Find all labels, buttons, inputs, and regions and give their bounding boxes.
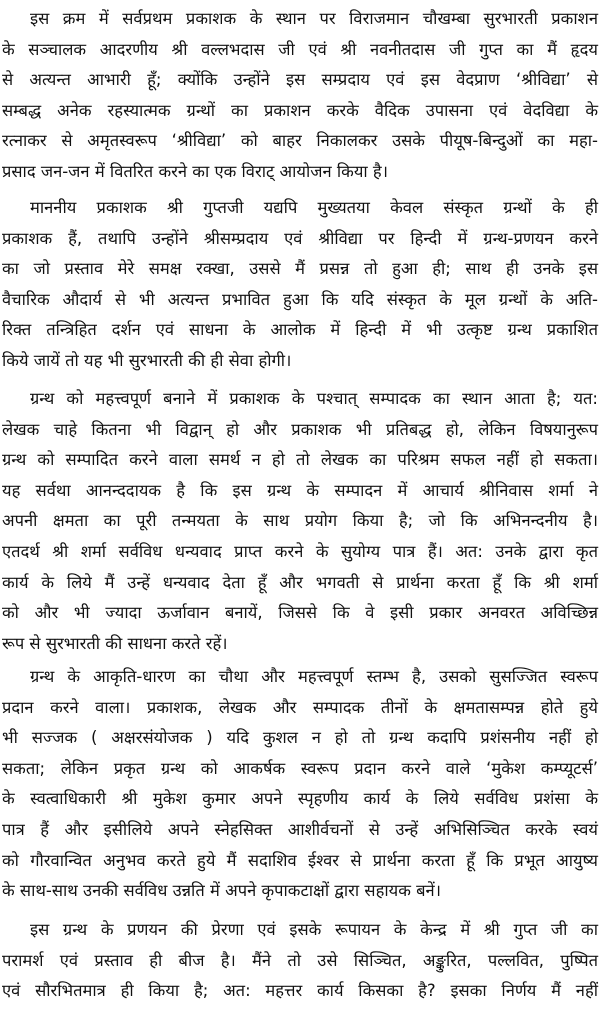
text-line: के स्वत्वाधिकारी श्री मुकेश कुमार अपने स्पृहणीय कार्य के लिये सर्वविध प्रशंसा के	[2, 789, 598, 809]
text-line: सम्बद्ध अनेक रहस्यात्मक ग्रन्थों का प्रकाशन करके वैदिक उपासना एवं वेदविद्या के	[2, 100, 598, 120]
text-line: का जो प्रस्ताव मेरे समक्ष रक्खा, उससे मैं प्रसन्न तो हुआ ही; साथ ही उनके इस	[2, 259, 598, 279]
text-line: के सञ्चालक आदरणीय श्री वल्लभदास जी एवं श्री नवनीतदास जी गुप्त का मैं हृदय	[2, 39, 598, 59]
text-line: को गौरवान्वित अनुभव करते हुये मैं सदाशिव ईश्वर से प्रार्थना करता हूँ कि प्रभूत आयुष्य	[2, 850, 598, 870]
text-line: रिक्त तन्त्रिहित दर्शन एवं साधना के आलोक में हिन्दी में भी उत्कृष्ट ग्रन्थ प्रकाशित	[2, 320, 598, 340]
text-line: इस क्रम में सर्वप्रथम प्रकाशक के स्थान पर विराजमान चौखम्बा सुरभारती प्रकाशन	[30, 9, 598, 28]
text-line: रत्नाकर से अमृतस्वरूप ‘श्रीविद्या’ को बाहर निकालकर उसके पीयूष-बिन्दुओं का महा-	[2, 131, 598, 151]
text-line: प्रकाशक हैं, तथापि उन्होंने श्रीसम्प्रदाय एवं श्रीविद्या पर हिन्दी में ग्रन्थ-प्रणयन करने	[2, 228, 598, 248]
text-line: किये जायें तो यह भी सुरभारती की ही सेवा होगी।	[2, 351, 292, 370]
text-line: सकता; लेकिन प्रकृत ग्रन्थ को आकर्षक स्वरूप प्रदान करने वाले ‘मुकेश कम्प्यूटर्स’	[2, 758, 598, 778]
text-line: कार्य के लिये मैं उन्हें धन्यवाद देता हूँ और भगवती से प्रार्थना करता हूँ कि श्री शर्मा	[2, 572, 598, 592]
text-line: यह सर्वथा आनन्ददायक है कि इस ग्रन्थ के सम्पादन में आचार्य श्रीनिवास शर्मा ने	[2, 480, 598, 500]
text-line: इस ग्रन्थ के प्रणयन की प्रेरणा एवं इसके रूपायन के केन्द्र में श्री गुप्त जी का	[30, 920, 598, 939]
text-line: लेखक चाहे कितना भी विद्वान् हो और प्रकाशक भी प्रतिबद्ध हो, लेकिन विषयानुरूप	[2, 419, 598, 439]
text-line: माननीय प्रकाशक श्री गुप्तजी यद्यपि मुख्यतया केवल संस्कृत ग्रन्थों के ही	[30, 198, 598, 217]
text-line: ग्रन्थ को महत्त्वपूर्ण बनाने में प्रकाशक के पश्चात् सम्पादक का स्थान आता है; यत:	[30, 389, 598, 408]
text-line: ग्रन्थ को सम्पादित करने वाला समर्थ न हो तो लेखक का परिश्रम सफल नहीं हो सकता।	[2, 450, 598, 470]
text-line: प्रदान करने वाला। प्रकाशक, लेखक और सम्पादक तीनों के क्षमतासम्पन्न होते हुये	[2, 697, 598, 717]
text-line: से अत्यन्त आभारी हूँ; क्योंकि उन्होंने इस सम्प्रदाय एवं इस वेदप्राण ‘श्रीविद्या’ से	[2, 70, 598, 90]
text-line: अपनी क्षमता का पूरी तन्मयता के साथ प्रयोग किया है; जो कि अभिनन्दनीय है।	[2, 511, 598, 531]
text-line: प्रसाद जन-जन में वितरित करने का एक विराट् आयोजन किया है।	[2, 162, 388, 181]
text-line: परामर्श एवं प्रस्ताव ही बीज है। मैंने तो उसे सिञ्चित, अङ्कुरित, पल्लवित, पुष्पित	[2, 950, 598, 970]
text-line: के साथ-साथ उनकी सर्वविध उन्नति में अपने कृपाकटाक्षों द्वारा सहायक बनें।	[2, 881, 441, 901]
text-line: ग्रन्थ के आकृति-धारण का चौथा और महत्त्वपूर्ण स्तम्भ है, उसको सुसज्जित स्वरूप	[30, 667, 598, 686]
text-line: वैचारिक औदार्य से भी अत्यन्त प्रभावित हुआ कि यदि संस्कृत के मूल ग्रन्थों के अति-	[2, 289, 598, 309]
text-line: भी सज्जक ( अक्षरसंयोजक ) यदि कुशल न हो तो ग्रन्थ कदापि प्रशंसनीय नहीं हो	[2, 728, 598, 748]
text-line: रूप से सुरभारती की साधना करते रहें।	[2, 633, 228, 653]
text-line: पात्र हैं और इसीलिये अपने स्नेहसिक्त आशीर्वचनों से उन्हें अभिसिञ्चित करके स्वयं	[2, 820, 598, 839]
text-line: को और भी ज्यादा ऊर्जावान बनायें, जिससे कि वे इसी प्रकार अनवरत अविच्छिन्न	[2, 603, 598, 623]
text-line: एवं सौरभितमात्र ही किया है; अत: महत्तर कार्य किसका है? इसका निर्णय मैं नहीं	[2, 981, 598, 1001]
text-line: एतदर्थ श्री शर्मा सर्वविध धन्यवाद प्राप्त करने के सुयोग्य पात्र हैं। अत: उनके द्वारा कृत	[2, 542, 598, 561]
